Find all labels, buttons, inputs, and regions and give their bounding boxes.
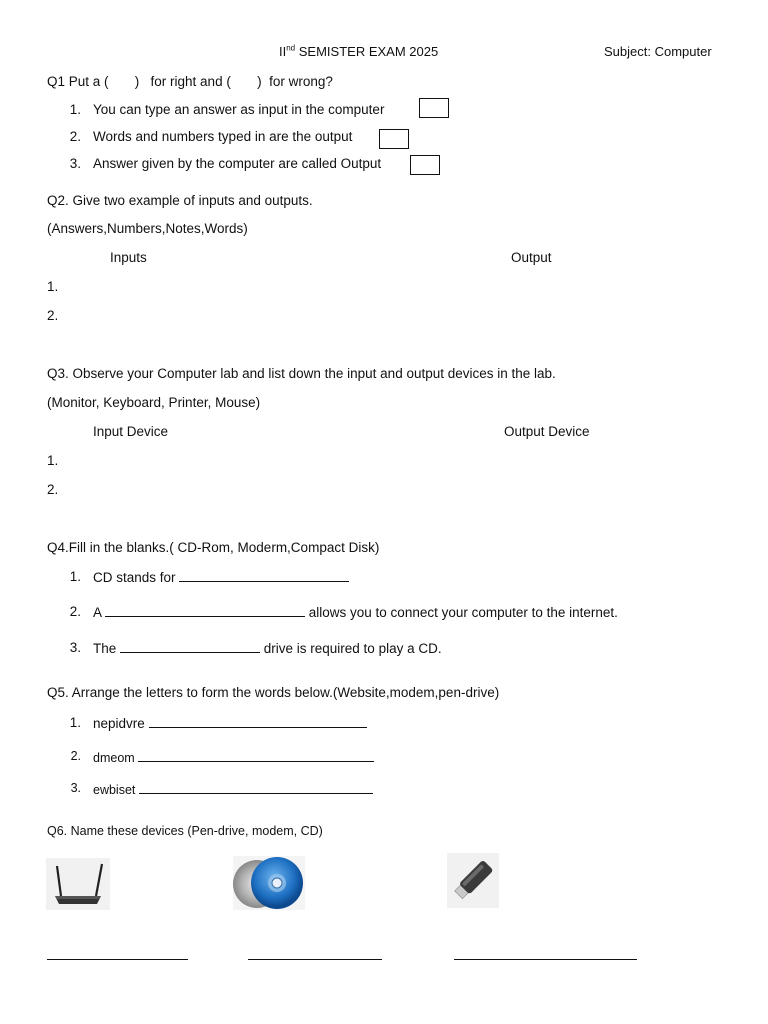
q3-title: Q3. Observe your Computer lab and list down the input and output devices in the lab. (47, 366, 556, 381)
q2-title: Q2. Give two example of inputs and outputs. (47, 193, 313, 208)
q3-row-1: 1. (47, 453, 59, 468)
q3-col-input: Input Device (93, 424, 169, 439)
q4-item-1-num: 1. (69, 569, 81, 584)
q4-item-3-after: drive is required to play a CD. (260, 641, 442, 656)
q5-item-1-num: 1. (69, 715, 81, 730)
q6-title: Q6. Name these devices (Pen-drive, modem, CD) (47, 824, 323, 838)
q1-answer-box-2[interactable] (379, 129, 409, 149)
q4-item-1 (93, 569, 349, 585)
pen-drive-image (447, 853, 499, 908)
q5-item-1 (93, 715, 367, 731)
q6-answer-line-2[interactable] (248, 959, 382, 960)
q5-blank-1[interactable] (149, 715, 367, 728)
q4-blank-2[interactable] (105, 604, 305, 617)
q4-blank-1[interactable] (179, 569, 349, 582)
q4-item-2 (93, 604, 618, 620)
q5-blank-3[interactable] (139, 781, 373, 794)
q6-answer-line-3[interactable] (454, 959, 637, 960)
cd-disc-icon (233, 856, 305, 910)
q5-item-3-num: 3. (70, 781, 81, 795)
q3-hint: (Monitor, Keyboard, Printer, Mouse) (47, 395, 261, 410)
q5-item-3 (93, 781, 373, 797)
q3-col-output: Output Device (504, 424, 590, 439)
q4-item-3 (93, 640, 442, 656)
subject-label: Subject: Computer (604, 44, 712, 59)
q1-item-3-text: Answer given by the computer are called Output (93, 156, 382, 171)
sem-rest: SEMISTER EXAM 2025 (295, 44, 439, 59)
q4-item-3-before: The (93, 641, 121, 656)
q4-title: Q4.Fill in the blanks.( CD-Rom, Moderm,Compact Disk) (47, 540, 380, 555)
q1-answer-box-1[interactable] (419, 98, 449, 118)
q5-item-2 (93, 749, 374, 765)
q1-item-2-num: 2. (69, 129, 81, 144)
exam-title (279, 44, 438, 59)
q4-item-3-num: 3. (69, 640, 81, 655)
q4-item-2-before: A (93, 605, 106, 620)
q5-word-3: ewbiset (93, 783, 136, 797)
q6-answer-line-1[interactable] (47, 959, 188, 960)
q1-answer-box-3[interactable] (410, 155, 440, 175)
q1-title: Q1 Put a ( ) for right and ( ) for wrong? (47, 74, 333, 89)
q5-word-2: dmeom (93, 751, 135, 765)
router-icon (46, 858, 110, 910)
q3-row-2: 2. (47, 482, 59, 497)
cd-image (233, 856, 305, 910)
q1-item-2-text: Words and numbers typed in are the output (93, 129, 353, 144)
q4-blank-3[interactable] (120, 640, 260, 653)
q1-item-3-num: 3. (69, 156, 81, 171)
q2-col-inputs: Inputs (110, 250, 147, 265)
q4-item-1-before: CD stands for (93, 570, 180, 585)
router-image (46, 858, 110, 910)
sem-sup: nd (286, 43, 296, 53)
pen-drive-icon (447, 853, 499, 908)
sem-prefix: II (279, 44, 287, 59)
q2-row-1: 1. (47, 279, 59, 294)
q2-row-2: 2. (47, 308, 59, 323)
q1-item-1-text: You can type an answer as input in the computer (93, 102, 385, 117)
q5-word-1: nepidvre (93, 716, 145, 731)
q2-col-output: Output (511, 250, 552, 265)
q5-title: Q5. Arrange the letters to form the words below.(Website,modem,pen-drive) (47, 685, 500, 700)
q4-item-2-num: 2. (69, 604, 81, 619)
q5-item-2-num: 2. (70, 749, 81, 763)
q2-hint: (Answers,Numbers,Notes,Words) (47, 221, 248, 236)
q5-blank-2[interactable] (138, 749, 374, 762)
q4-item-2-after: allows you to connect your computer to the internet. (305, 605, 618, 620)
q1-item-1-num: 1. (69, 102, 81, 117)
